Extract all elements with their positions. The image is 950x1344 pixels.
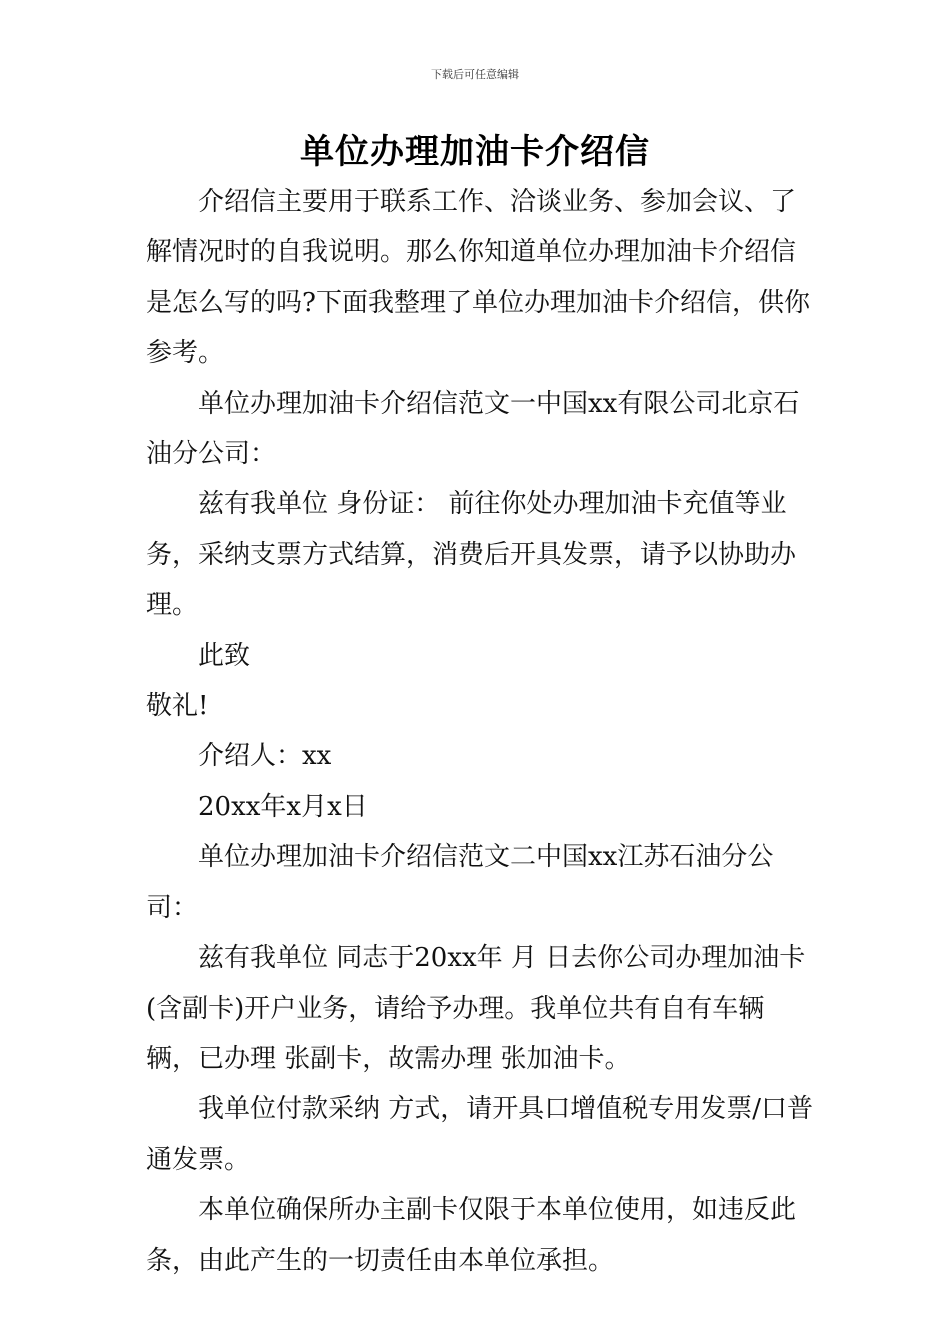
intro-paragraph: 介绍信主要用于联系工作、洽谈业务、参加会议、了解情况时的自我说明。那么你知道单位办理加油卡介绍信是怎么写的吗?下面我整理了单位办理加油卡介绍信，供你参考。: [146, 187, 810, 369]
sample-two-heading: 单位办理加油卡介绍信范文二中国xx江苏石油分公司：: [146, 842, 774, 923]
document-body: [146, 177, 816, 1286]
payment-paragraph: 我单位付款采纳 方式，请开具口增值税专用发票/口普通发票。: [146, 1094, 814, 1175]
sample-two-body: 兹有我单位 同志于20xx年 月 日去你公司办理加油卡(含副卡)开户业务，请给予办理。我单位共有自有车辆 辆，已办理 张副卡，故需办理 张加油卡。: [146, 943, 806, 1074]
header-note: 下载后可任意编辑: [431, 68, 519, 81]
sample-one-heading: 单位办理加油卡介绍信范文一中国xx有限公司北京石油分公司：: [146, 388, 800, 470]
introducer-line: 介绍人：xx: [198, 741, 332, 772]
closing-regards: 敬礼!: [146, 691, 209, 722]
closing-salutation: 此致: [198, 640, 251, 671]
responsibility-paragraph: 本单位确保所办主副卡仅限于本单位使用，如违反此条，由此产生的一切责任由本单位承担。: [146, 1195, 797, 1276]
document-title: 单位办理加油卡介绍信: [300, 132, 650, 172]
date-line: 20xx年x月x日: [198, 791, 368, 822]
sample-one-body: 兹有我单位 身份证： 前往你处办理加油卡充值等业务，采纳支票方式结算，消费后开具发票，请予以协助办理。: [146, 489, 797, 621]
